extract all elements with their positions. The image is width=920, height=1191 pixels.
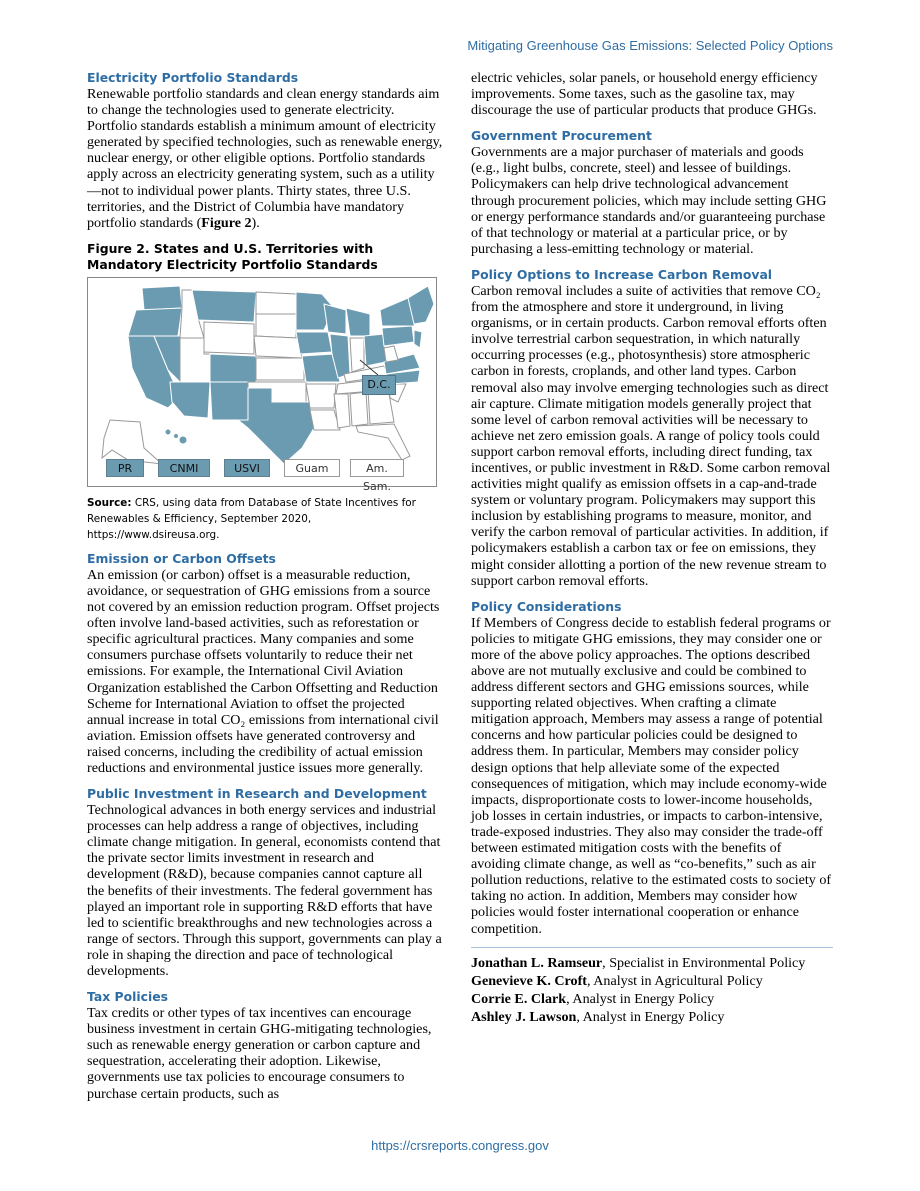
map-state-hawaii-3: [179, 436, 187, 444]
heading-policy-considerations: Policy Considerations: [471, 598, 622, 614]
figure-2-reference[interactable]: Figure 2: [201, 214, 252, 231]
map-state-arkansas: [306, 384, 336, 408]
author-1: Jonathan L. Ramseur, Specialist in Environmental Policy: [471, 954, 806, 971]
map-state-iowa: [296, 332, 332, 354]
author-list: [471, 954, 833, 1026]
map-state-colorado: [210, 354, 256, 382]
author-2: Genevieve K. Croft, Analyst in Agricultural Policy: [471, 972, 763, 989]
figure-source: Source: CRS, using data from Database of State Incentives for Renewables & Efficiency, September 2020, https://www.dsireusa.org.: [87, 496, 416, 541]
paragraph-eps: Renewable portfolio standards and clean energy standards aim to change the technologies used to generate electricity. Portfolio standards establish a minimum amount of electricity generated by specified technologies, such as renewable energy, nuclear energy, or other eligible options. Portfolio standards apply across an electricity generating system, such as a utility—not to individual power plants. Thirty states, three U.S. territories, and the District of Columbia have mandatory portfolio standards (Figure 2).: [87, 86, 443, 231]
map-state-north-dakota: [256, 292, 296, 314]
map-state-pennsylvania: [382, 326, 414, 346]
author-divider: [471, 947, 833, 948]
paragraph-rd: Technological advances in both energy services and industrial processes can help address a range of objectives, including climate change mitigation. In general, economists contend that the private sector limits investment in research and development (R&D), because companies cannot capture all the benefits of their investments. The federal government has played an important role in supporting R&D efforts that have led to scientific breakthroughs and new technologies across a range of sectors. Through this support, governments can play a role in shaping the direction and pace of technological developments.: [87, 802, 442, 979]
paragraph-procurement: Governments are a major purchaser of materials and goods (e.g., light bulbs, concrete, steel) and lessee of buildings. Policymakers can help drive technological advancement through procurement policies, which may include setting GHG or energy performance standards and/or guaranteeing purchase of that technology or material at a particular price, or by purchasing a less-emitting technology or material.: [471, 144, 827, 257]
paragraph-offsets: An emission (or carbon) offset is a measurable reduction, avoidance, or sequestration of GHG emissions from a source not covered by an emission reduction program. Offset projects often involve land-based activities, such as reforestation or specific agricultural practices. Many companies and some consumers purchase offsets voluntarily to reduce their net emissions. For example, the International Civil Aviation Organization established the Carbon Offsetting and Reduction Scheme for International Aviation to offset the projected annual increase in total CO₂ emissions from international civil aviation. Emission offsets have generated controversy and raised concerns, including the credibility of actual emission reductions and environmental justice issues more generally.: [87, 566, 440, 776]
paragraph-carbon-removal: Carbon removal includes a suite of activities that remove CO₂ from the atmosphere and store it underground, in living organisms, or in certain products. Carbon removal efforts often involve terrestrial carbon sequestration, in which naturally occurring processes (e.g., photosynthesis) store atmospheric carbon in forests, croplands, and other land types. Carbon removal also may involve emerging technologies such as direct air capture. Climate mitigation models generally project that some level of carbon removal activities will be necessary to achieve net zero emission goals. A range of policy tools could support carbon removal efforts, including direct funding, tax incentives, or public investment in R&D. Some carbon removal activities might qualify as emission offsets in a cap-and-trade system or voluntary program. Policymakers may support this inclusion by establishing programs to measure, monitor, and verify the carbon removal of particular activities. In addition, if policymakers establish a carbon tax or fee on emissions, they might consider allotting a portion of the new revenue stream to support carbon removal efforts.: [471, 282, 831, 589]
map-state-indiana: [350, 338, 364, 372]
author-3: Corrie E. Clark, Analyst in Energy Policy: [471, 990, 715, 1007]
map-state-new-mexico: [210, 382, 248, 420]
map-state-alabama: [350, 392, 368, 426]
map-state-kansas: [256, 358, 304, 380]
heading-electricity-portfolio-standards: Electricity Portfolio Standards: [87, 70, 299, 85]
heading-tax-policies: Tax Policies: [87, 989, 168, 1005]
territory-pr: PR: [106, 459, 144, 477]
territory-guam: Guam: [284, 459, 340, 477]
running-header: Mitigating Greenhouse Gas Emissions: Selected Policy Options: [467, 38, 833, 53]
territory-am-sam: Am. Sam.: [350, 459, 404, 477]
map-state-wisconsin: [324, 304, 346, 334]
map-state-new-jersey: [414, 330, 422, 348]
territory-cnmi: CNMI: [158, 459, 210, 477]
right-column: [471, 70, 833, 1026]
map-state-wyoming: [204, 322, 254, 354]
footer-url[interactable]: https://crsreports.congress.gov: [371, 1138, 549, 1153]
heading-emission-offsets: Emission or Carbon Offsets: [87, 550, 276, 566]
heading-government-procurement: Government Procurement: [471, 128, 652, 144]
map-state-arizona: [170, 382, 210, 418]
map-state-hawaii-2: [174, 433, 179, 438]
paragraph-policy-considerations: If Members of Congress decide to establish federal programs or policies to mitigate GHG emissions, they may consider one or more of the above policy approaches. The options described above are not mutually exclusive and could be combined to address different sectors and GHG emissions sources, while supporting related objectives. When crafting a climate mitigation approach, Members may assess a range of potential concerns and how particular policies could be designed to address them. In particular, Members may consider policy design options that help alleviate some of the expected consequences of mitigation, which may include economy-wide impacts, disproportionate costs to lower-income households, job losses in certain industries, or impacts to carbon-intensive, trade-exposed industries. They also may consider the trade-off between estimated mitigation costs with the benefits of avoiding climate change, as well as “co-benefits,” such as air pollution reductions, relative to the estimated costs to society of taking no action. In addition, Members may consider how policies would foster international cooperation or enhance competition.: [471, 614, 832, 937]
territory-usvi: USVI: [224, 459, 270, 477]
paragraph-tax: Tax credits or other types of tax incentives can encourage business investment in certain GHG-mitigating technologies, such as renewable energy generation or carbon capture and sequestration, accelerating their adoption. Likewise, governments use tax policies to encourage consumers to purchase certain products, such as: [87, 1005, 432, 1102]
figure-2-title: Figure 2. States and U.S. Territories with Mandatory Electricity Portfolio Standards: [87, 240, 378, 272]
map-state-west-virginia: [384, 346, 398, 362]
map-state-nebraska: [254, 336, 302, 358]
map-state-montana: [192, 290, 256, 322]
map-state-alaska: [102, 420, 162, 464]
author-4: Ashley J. Lawson, Analyst in Energy Policy: [471, 1008, 725, 1025]
map-state-hawaii-1: [165, 429, 171, 435]
map-state-michigan: [346, 308, 370, 336]
us-portfolio-standards-map: [87, 277, 437, 493]
map-state-florida: [356, 424, 410, 460]
heading-public-investment-rd: Public Investment in Research and Development: [87, 786, 427, 802]
left-column: [87, 70, 443, 1112]
map-state-oregon: [128, 308, 182, 336]
heading-carbon-removal: Policy Options to Increase Carbon Removal: [471, 266, 773, 282]
dc-label: D.C.: [362, 375, 396, 395]
map-state-louisiana: [310, 410, 340, 430]
map-state-south-dakota: [256, 314, 296, 338]
map-state-washington: [142, 286, 182, 310]
paragraph-tax-continued: electric vehicles, solar panels, or household energy efficiency improvements. Some taxes, such as the gasoline tax, may discourage the use of particular products that produce GHGs.: [471, 70, 818, 119]
